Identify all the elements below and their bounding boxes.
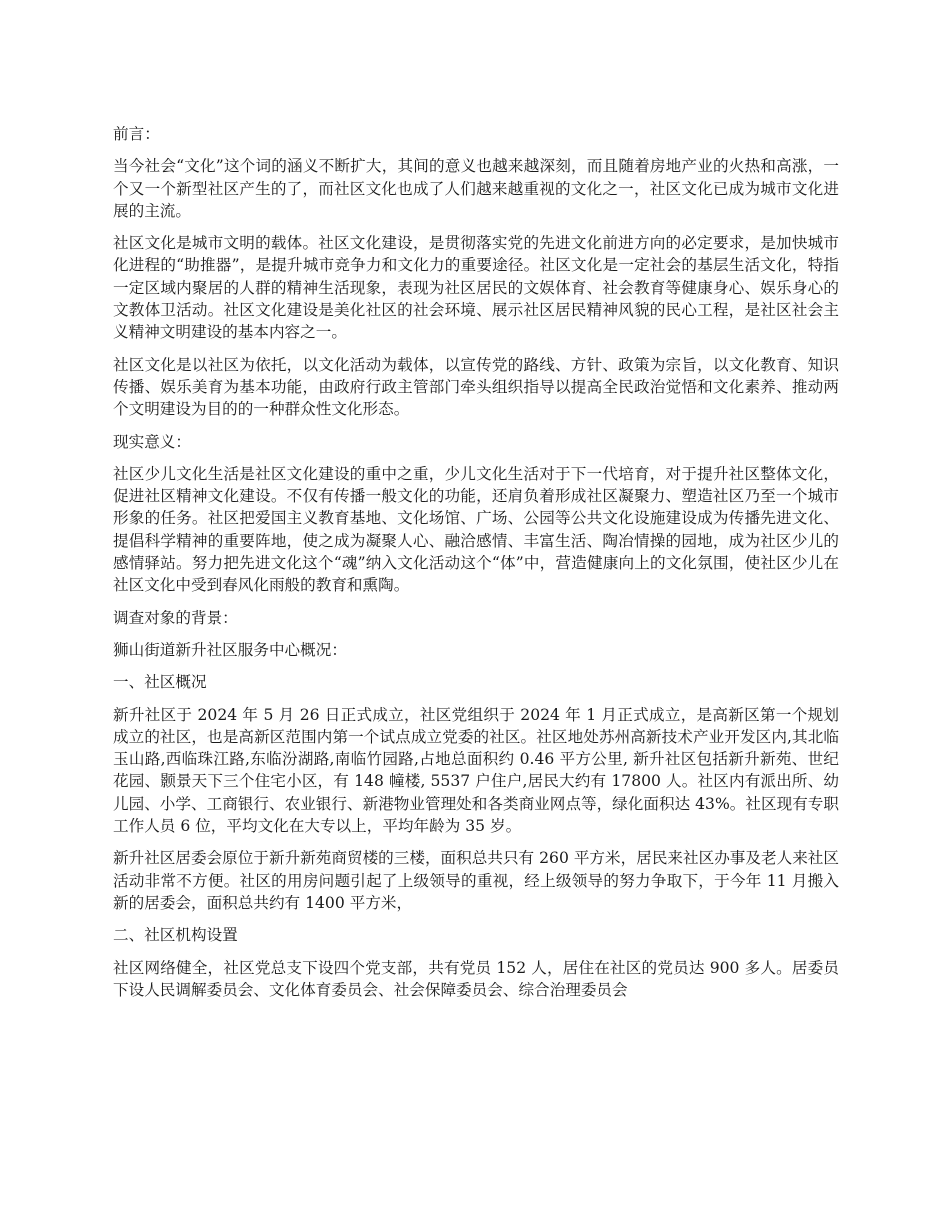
section-heading-background: 调查对象的背景： <box>113 608 238 627</box>
paragraph-intro: 当今社会“文化”这个词的涵义不断扩大，其间的意义也越来越深刻，而且随着房地产业的火热和高涨，一个又一个新型社区产生的了，而社区文化也成了人们越来越重视的文化之一，社区文化已成为城市文化进展的主流。 <box>113 157 839 220</box>
section-heading-significance: 现实意义： <box>113 432 191 451</box>
paragraph-children-culture: 社区少儿文化生活是社区文化建设的重中之重，少儿文化生活对于下一代培育，对于提升社区整体文化，促进社区精神文化建设。不仅有传播一般文化的功能，还肩负着形成社区凝聚力、塑造社区乃至一个城市形象的任务。社区把爱国主义教育基地、文化场馆、广场、公园等公共文化设施建设成为传播先进文化、提倡科学精神的重要阵地，使之成为凝聚人心、融洽感情、丰富生活、陶冶情操的园地，成为社区少儿的感情驿站。努力把先进文化这个“魂”纳入文化活动这个“体”中，营造健康向上的文化氛围，使社区少儿在社区文化中受到春风化雨般的教育和熏陶。 <box>113 464 839 595</box>
section-heading-overview: 狮山街道新升社区服务中心概况： <box>113 640 347 659</box>
paragraph-organization: 社区网络健全，社区党总支下设四个党支部，共有党员 152 人，居住在社区的党员达 900 多人。居委员下设人民调解委员会、文化体育委员会、社会保障委员会、综合治理委员会 <box>113 958 839 999</box>
paragraph-community-culture: 社区文化是城市文明的载体。社区文化建设，是贯彻落实党的先进文化前进方向的必定要求，是加快城市化进程的“助推器”，是提升城市竞争力和文化力的重要途径。社区文化是一定社会的基层生活文化，特指一定区域内聚居的人群的精神生活现象，表现为社区居民的文娱体育、社会教育等健康身心、娱乐身心的文教体卫活动。社区文化建设是美化社区的社会环境、展示社区居民精神风貌的民心工程，是社区社会主义精神文明建设的基本内容之一。 <box>113 234 839 342</box>
section-heading-preface: 前言： <box>113 125 160 143</box>
paragraph-culture-definition: 社区文化是以社区为依托，以文化活动为载体，以宣传党的路线、方针、政策为宗旨，以文化教育、知识传播、娱乐美育为基本功能，由政府行政主管部门牵头组织指导以提高全民政治觉悟和文化素养、推动两个文明建设为目的的一种群众性文化形态。 <box>113 355 839 419</box>
paragraph-office-relocation: 新升社区居委会原位于新升新苑商贸楼的三楼，面积总共只有 260 平方米，居民来社区办事及老人来社区活动非常不方便。社区的用房问题引起了上级领导的重视，经上级领导的努力争取下，于今年 11 月搬入新的居委会，面积总共约有 1400 平方米， <box>113 849 839 912</box>
paragraph-community-facts: 新升社区于 2024 年 5 月 26 日正式成立，社区党组织于 2024 年 1 月正式成立，是高新区第一个规划成立的社区，也是高新区范围内第一个试点成立党委的社区。社区地处苏州高新技术产业开发区内,其北临玉山路,西临珠江路,东临汾湖路,南临竹园路,占地总面积约 0.46 平方公里, 新升社区包括新升新苑、世纪花园、颢景天下三个住宅小区，有 148 幢楼, 5537 户住户,居民大约有 17800 人。社区内有派出所、幼儿园、小学、工商银行、农业银行、新港物业管理处和各类商业网点等，绿化面积达 43%。社区现有专职工作人员 6 位，平均文化在大专以上，平均年龄为 35 岁。 <box>113 705 839 836</box>
section-heading-organization: 二、社区机构设置 <box>113 926 238 945</box>
document-page <box>113 123 839 1011</box>
section-heading-community-overview: 一、社区概况 <box>113 673 207 692</box>
